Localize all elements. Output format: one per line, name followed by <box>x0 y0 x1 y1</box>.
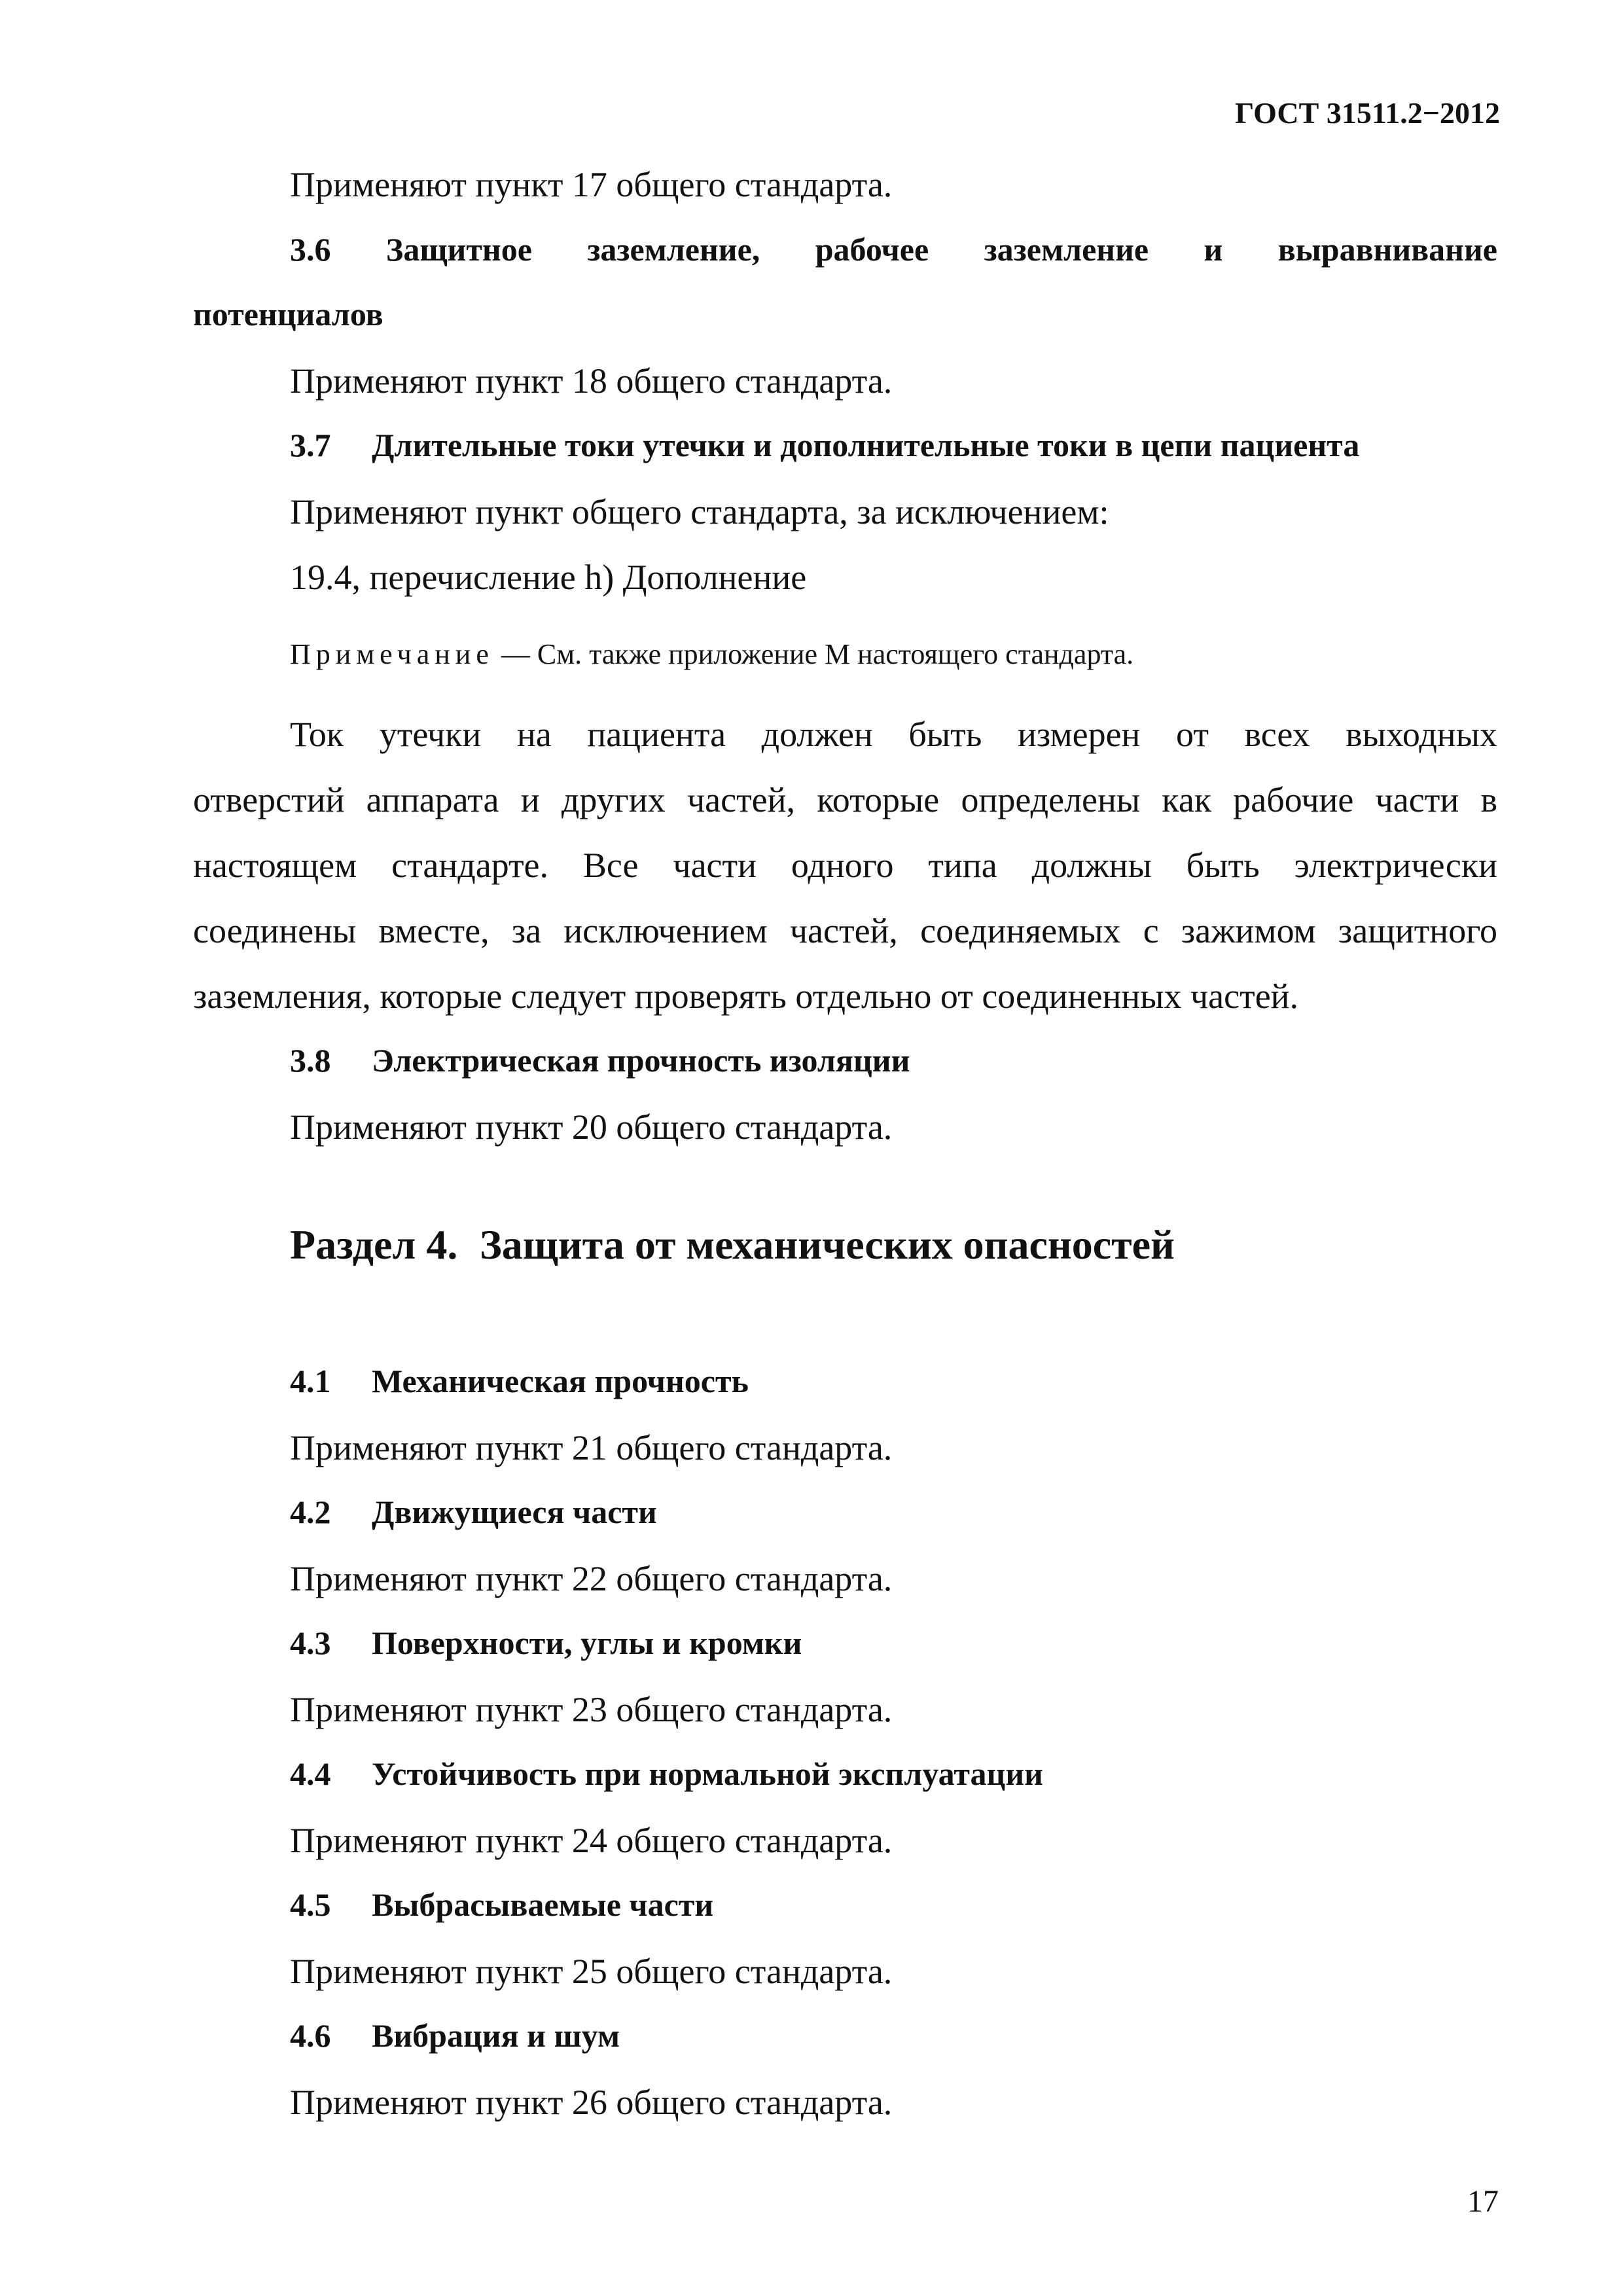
heading-3-6-title: Защитное заземление, рабочее заземление и выравнивание <box>385 231 1497 268</box>
heading-4-2 <box>290 1496 657 1528</box>
heading-3-6-line2: потенциалов <box>193 296 383 332</box>
heading-3-7-number: 3.7 <box>290 427 331 463</box>
heading-3-6-line1 <box>290 233 1497 266</box>
heading-3-7-title: Длительные токи утечки и дополнительные токи в цепи пациента <box>372 427 1360 463</box>
heading-4-1 <box>290 1365 749 1397</box>
paragraph-line-5: заземления, которые следует проверять отдельно от соединенных частей. <box>193 977 1299 1016</box>
heading-3-7 <box>290 429 1359 461</box>
page-number: 17 <box>1467 2184 1499 2219</box>
heading-4-3-title: Поверхности, углы и кромки <box>372 1624 802 1661</box>
paragraph-exception: Применяют пункт общего стандарта, за исключением: <box>290 492 1109 531</box>
heading-4-3-number: 4.3 <box>290 1624 331 1661</box>
paragraph-clause-20: Применяют пункт 20 общего стандарта. <box>290 1107 893 1147</box>
heading-3-8-title: Электрическая прочность изоляции <box>372 1042 910 1079</box>
heading-4-6-number: 4.6 <box>290 2017 331 2054</box>
document-header: ГОСТ 31511.2−2012 <box>1234 96 1500 130</box>
heading-4-5 <box>290 1888 713 1921</box>
heading-3-8-number: 3.8 <box>290 1042 331 1079</box>
section-4-title <box>290 1221 1175 1268</box>
heading-4-6 <box>290 2019 620 2052</box>
paragraph-clause-22: Применяют пункт 22 общего стандарта. <box>290 1559 893 1598</box>
heading-4-4 <box>290 1757 1043 1790</box>
heading-3-8 <box>290 1044 910 1077</box>
paragraph-line-1: Ток утечки на пациента должен быть измерен от всех выходных <box>290 715 1497 754</box>
paragraph-clause-23: Применяют пункт 23 общего стандарта. <box>290 1690 893 1729</box>
paragraph-line-4: соединены вместе, за исключением частей, соединяемых с зажимом защитного <box>193 911 1497 950</box>
heading-4-1-number: 4.1 <box>290 1363 331 1399</box>
paragraph-line-2: отверстий аппарата и других частей, которые определены как рабочие части в <box>193 780 1497 819</box>
heading-4-4-number: 4.4 <box>290 1755 331 1792</box>
paragraph-clause-17: Применяют пункт 17 общего стандарта. <box>290 165 893 204</box>
paragraph-clause-25: Применяют пункт 25 общего стандарта. <box>290 1952 893 1991</box>
paragraph-19-4: 19.4, перечисление h) Дополнение <box>290 558 807 597</box>
heading-4-4-title: Устойчивость при нормальной эксплуатации <box>372 1755 1043 1792</box>
heading-4-5-number: 4.5 <box>290 1886 331 1923</box>
paragraph-clause-26: Применяют пункт 26 общего стандарта. <box>290 2083 893 2122</box>
heading-4-3 <box>290 1626 802 1659</box>
heading-4-5-title: Выбрасываемые части <box>372 1886 714 1923</box>
note-text: — См. также приложение М настоящего стандарта. <box>501 638 1134 670</box>
heading-4-2-number: 4.2 <box>290 1494 331 1530</box>
paragraph-clause-24: Применяют пункт 24 общего стандарта. <box>290 1821 893 1860</box>
heading-4-6-title: Вибрация и шум <box>372 2017 620 2054</box>
section-4-name: Защита от механических опасностей <box>480 1221 1175 1268</box>
section-4-number: Раздел 4. <box>290 1221 458 1268</box>
paragraph-clause-18: Применяют пункт 18 общего стандарта. <box>290 361 893 401</box>
heading-4-2-title: Движущиеся части <box>372 1494 657 1530</box>
paragraph-clause-21: Применяют пункт 21 общего стандарта. <box>290 1428 893 1467</box>
heading-4-1-title: Механическая прочность <box>372 1363 749 1399</box>
heading-3-6-number: 3.6 <box>290 231 331 268</box>
paragraph-line-3: настоящем стандарте. Все части одного типа должны быть электрически <box>193 846 1497 885</box>
note <box>290 640 1133 669</box>
note-label: Примечание <box>290 638 494 670</box>
